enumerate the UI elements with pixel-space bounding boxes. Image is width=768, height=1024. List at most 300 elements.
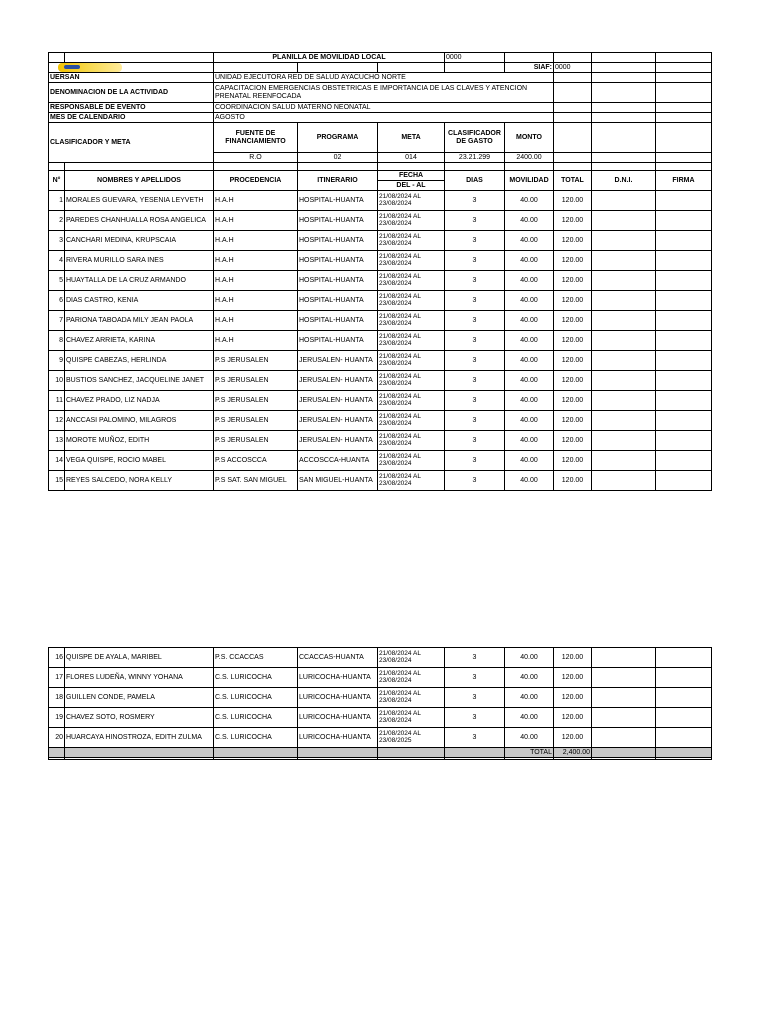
row-dias: 3 [445, 668, 505, 688]
row-dias: 3 [445, 648, 505, 668]
row-procedencia: C.S. LURICOCHA [214, 688, 298, 708]
row-nombre: QUISPE CABEZAS, HERLINDA [65, 351, 214, 371]
table-row [49, 351, 712, 371]
row-number: 3 [49, 231, 65, 251]
row-dni [592, 668, 656, 688]
row-number: 9 [49, 351, 65, 371]
col-total-header: TOTAL [554, 171, 592, 191]
row-procedencia: P.S JERUSALEN [214, 391, 298, 411]
row-total: 120.00 [554, 351, 592, 371]
row-fecha [378, 648, 445, 668]
participants-body-page2 [49, 648, 712, 748]
programa-value: 02 [298, 153, 378, 163]
row-total: 120.00 [554, 708, 592, 728]
table-row [49, 331, 712, 351]
row-firma [656, 371, 712, 391]
row-dias: 3 [445, 251, 505, 271]
row-total: 120.00 [554, 648, 592, 668]
row-itinerario: SAN MIGUEL-HUANTA [298, 471, 378, 491]
mes-label: MES DE CALENDARIO [49, 113, 214, 123]
row-itinerario: LURICOCHA-HUANTA [298, 708, 378, 728]
row-number: 1 [49, 191, 65, 211]
row-fecha-end: 23/08/2024 [379, 696, 412, 704]
responsable-value: COORDINACION SALUD MATERNO NEONATAL [214, 103, 554, 113]
row-movilidad: 40.00 [505, 471, 554, 491]
row-nombre: REYES SALCEDO, NORA KELLY [65, 471, 214, 491]
row-total: 120.00 [554, 451, 592, 471]
row-firma [656, 431, 712, 451]
row-dias: 3 [445, 331, 505, 351]
row-movilidad: 40.00 [505, 231, 554, 251]
row-procedencia: P.S JERUSALEN [214, 411, 298, 431]
row-firma [656, 191, 712, 211]
row-nombre: CHAVEZ ARRIETA, KARINA [65, 331, 214, 351]
clasificador-gasto-header: CLASIFICADOR DE GASTO [445, 123, 505, 153]
row-fecha-start: 21/08/2024 AL [379, 433, 421, 441]
row-fecha-start: 21/08/2024 AL [379, 670, 421, 677]
row-itinerario: JERUSALEN- HUANTA [298, 351, 378, 371]
row-total: 120.00 [554, 391, 592, 411]
row-fecha-end: 23/08/2024 [379, 419, 412, 427]
row-dni [592, 391, 656, 411]
row-procedencia: H.A.H [214, 191, 298, 211]
row-dni [592, 688, 656, 708]
row-movilidad: 40.00 [505, 311, 554, 331]
row-fecha [378, 191, 445, 211]
row-number: 13 [49, 431, 65, 451]
row-fecha [378, 371, 445, 391]
row-movilidad: 40.00 [505, 431, 554, 451]
row-movilidad: 40.00 [505, 411, 554, 431]
row-dni [592, 648, 656, 668]
row-firma [656, 291, 712, 311]
row-movilidad: 40.00 [505, 251, 554, 271]
row-dias: 3 [445, 231, 505, 251]
row-dias: 3 [445, 271, 505, 291]
row-movilidad: 40.00 [505, 708, 554, 728]
row-procedencia: P.S JERUSALEN [214, 431, 298, 451]
row-fecha-start: 21/08/2024 AL [379, 353, 421, 361]
row-total: 120.00 [554, 271, 592, 291]
row-number: 14 [49, 451, 65, 471]
table-row [49, 411, 712, 431]
row-firma [656, 648, 712, 668]
row-total: 120.00 [554, 291, 592, 311]
row-procedencia: P.S JERUSALEN [214, 351, 298, 371]
row-fecha-start: 21/08/2024 AL [379, 650, 421, 657]
row-fecha [378, 668, 445, 688]
row-movilidad: 40.00 [505, 211, 554, 231]
row-nombre: CHAVEZ SOTO, ROSMERY [65, 708, 214, 728]
row-fecha-end: 23/08/2025 [379, 736, 412, 744]
row-movilidad: 40.00 [505, 688, 554, 708]
row-itinerario: HOSPITAL-HUANTA [298, 271, 378, 291]
row-fecha [378, 431, 445, 451]
row-nombre: HUAYTALLA DE LA CRUZ ARMANDO [65, 271, 214, 291]
row-itinerario: HOSPITAL-HUANTA [298, 231, 378, 251]
row-firma [656, 708, 712, 728]
row-dias: 3 [445, 311, 505, 331]
row-movilidad: 40.00 [505, 371, 554, 391]
row-procedencia: H.A.H [214, 211, 298, 231]
title-row [49, 53, 712, 63]
row-fecha [378, 471, 445, 491]
actividad-value: CAPACITACION EMERGENCIAS OBSTETRICAS E IMPORTANCIA DE LAS CLAVES Y ATENCION PRENATAL REENFOCADA [214, 83, 554, 103]
row-procedencia: H.A.H [214, 251, 298, 271]
col-dni-header: D.N.I. [592, 171, 656, 191]
row-firma [656, 311, 712, 331]
meta-value: 014 [378, 153, 445, 163]
row-itinerario: HOSPITAL-HUANTA [298, 211, 378, 231]
row-movilidad: 40.00 [505, 291, 554, 311]
col-nombres-header: NOMBRES Y APELLIDOS [65, 171, 214, 191]
row-dias: 3 [445, 351, 505, 371]
row-nombre: ANCCASI PALOMINO, MILAGROS [65, 411, 214, 431]
column-header-row-1 [49, 171, 712, 181]
monto-header: MONTO [505, 123, 554, 153]
row-fecha-start: 21/08/2024 AL [379, 730, 421, 737]
row-fecha-start: 21/08/2024 AL [379, 293, 421, 301]
row-movilidad: 40.00 [505, 668, 554, 688]
row-movilidad: 40.00 [505, 451, 554, 471]
sheet-title: PLANILLA DE MOVILIDAD LOCAL [214, 53, 445, 63]
row-total: 120.00 [554, 431, 592, 451]
row-dni [592, 708, 656, 728]
uersan-row [49, 73, 712, 83]
row-itinerario: LURICOCHA-HUANTA [298, 728, 378, 748]
row-itinerario: LURICOCHA-HUANTA [298, 688, 378, 708]
table-row [49, 371, 712, 391]
responsable-row [49, 103, 712, 113]
row-itinerario: JERUSALEN- HUANTA [298, 431, 378, 451]
row-fecha [378, 231, 445, 251]
row-procedencia: P.S JERUSALEN [214, 371, 298, 391]
siaf-value: 0000 [554, 63, 592, 73]
row-movilidad: 40.00 [505, 648, 554, 668]
row-fecha-end: 23/08/2024 [379, 299, 412, 307]
row-fecha-end: 23/08/2024 [379, 399, 412, 407]
row-fecha [378, 211, 445, 231]
row-nombre: BUSTIOS SANCHEZ, JACQUELINE JANET [65, 371, 214, 391]
row-itinerario: JERUSALEN- HUANTA [298, 411, 378, 431]
row-fecha [378, 251, 445, 271]
row-procedencia: H.A.H [214, 311, 298, 331]
col-fecha-header: FECHA [378, 171, 445, 181]
row-fecha-end: 23/08/2024 [379, 319, 412, 327]
row-procedencia: C.S. LURICOCHA [214, 708, 298, 728]
col-dias-header: DIAS [445, 171, 505, 191]
row-dni [592, 291, 656, 311]
row-firma [656, 391, 712, 411]
logo-cell [49, 63, 214, 73]
row-fecha-end: 23/08/2024 [379, 656, 412, 664]
row-number: 8 [49, 331, 65, 351]
table-row [49, 668, 712, 688]
row-fecha-start: 21/08/2024 AL [379, 473, 421, 481]
participants-body-page1 [49, 191, 712, 491]
row-movilidad: 40.00 [505, 331, 554, 351]
row-itinerario: LURICOCHA-HUANTA [298, 668, 378, 688]
row-total: 120.00 [554, 251, 592, 271]
row-fecha-start: 21/08/2024 AL [379, 333, 421, 341]
fuente-header: FUENTE DE FINANCIAMIENTO [214, 123, 298, 153]
row-number: 18 [49, 688, 65, 708]
row-number: 16 [49, 648, 65, 668]
row-number: 5 [49, 271, 65, 291]
row-dni [592, 451, 656, 471]
row-procedencia: H.A.H [214, 231, 298, 251]
row-nombre: MOROTE MUÑOZ, EDITH [65, 431, 214, 451]
row-dias: 3 [445, 291, 505, 311]
siaf-label: SIAF: [505, 63, 554, 73]
row-fecha [378, 411, 445, 431]
row-fecha-end: 23/08/2024 [379, 259, 412, 267]
row-dias: 3 [445, 391, 505, 411]
sheet-code: 0000 [445, 53, 505, 63]
row-dias: 3 [445, 211, 505, 231]
row-movilidad: 40.00 [505, 271, 554, 291]
row-fecha [378, 311, 445, 331]
row-number: 17 [49, 668, 65, 688]
row-number: 4 [49, 251, 65, 271]
col-num-header: N° [49, 171, 65, 191]
actividad-label: DENOMINACION DE LA ACTIVIDAD [49, 83, 214, 103]
row-firma [656, 211, 712, 231]
table-row [49, 688, 712, 708]
row-procedencia: H.A.H [214, 271, 298, 291]
row-procedencia: H.A.H [214, 331, 298, 351]
row-fecha-end: 23/08/2024 [379, 379, 412, 387]
clasificador-label: CLASIFICADOR Y META [49, 123, 214, 163]
table-row [49, 708, 712, 728]
row-total: 120.00 [554, 371, 592, 391]
row-total: 120.00 [554, 668, 592, 688]
row-total: 120.00 [554, 211, 592, 231]
row-dias: 3 [445, 728, 505, 748]
row-fecha-start: 21/08/2024 AL [379, 690, 421, 697]
row-total: 120.00 [554, 331, 592, 351]
table-row [49, 231, 712, 251]
row-nombre: PAREDES CHANHUALLA ROSA ANGELICA [65, 211, 214, 231]
row-number: 7 [49, 311, 65, 331]
table-row [49, 451, 712, 471]
grand-total-label: TOTAL [505, 748, 554, 758]
row-fecha [378, 271, 445, 291]
row-fecha-start: 21/08/2024 AL [379, 710, 421, 717]
row-dias: 3 [445, 411, 505, 431]
logo-row [49, 63, 712, 73]
row-fecha-end: 23/08/2024 [379, 716, 412, 724]
row-movilidad: 40.00 [505, 191, 554, 211]
row-movilidad: 40.00 [505, 391, 554, 411]
row-fecha-start: 21/08/2024 AL [379, 373, 421, 381]
col-fecha-subheader: DEL - AL [378, 181, 445, 191]
row-fecha-start: 21/08/2024 AL [379, 413, 421, 421]
row-nombre: FLORES LUDEÑA, WINNY YOHANA [65, 668, 214, 688]
row-firma [656, 451, 712, 471]
row-fecha-start: 21/08/2024 AL [379, 213, 421, 221]
row-firma [656, 331, 712, 351]
row-total: 120.00 [554, 191, 592, 211]
row-total: 120.00 [554, 231, 592, 251]
row-movilidad: 40.00 [505, 351, 554, 371]
row-nombre: CHAVEZ PRADO, LIZ NADJA [65, 391, 214, 411]
row-total: 120.00 [554, 471, 592, 491]
total-row [49, 748, 712, 758]
row-number: 19 [49, 708, 65, 728]
row-fecha-start: 21/08/2024 AL [379, 453, 421, 461]
row-procedencia: C.S. LURICOCHA [214, 728, 298, 748]
fuente-value: R.O [214, 153, 298, 163]
row-nombre: HUARCAYA HINOSTROZA, EDITH ZULMA [65, 728, 214, 748]
row-fecha [378, 728, 445, 748]
row-dni [592, 271, 656, 291]
monto-value: 2400.00 [505, 153, 554, 163]
row-dni [592, 351, 656, 371]
row-dias: 3 [445, 471, 505, 491]
table-row [49, 648, 712, 668]
row-nombre: PARIONA TABOADA MILY JEAN PAOLA [65, 311, 214, 331]
row-firma [656, 251, 712, 271]
row-firma [656, 688, 712, 708]
table-row [49, 431, 712, 451]
row-number: 6 [49, 291, 65, 311]
row-firma [656, 231, 712, 251]
row-fecha-start: 21/08/2024 AL [379, 253, 421, 261]
col-movilidad-header: MOVILIDAD [505, 171, 554, 191]
row-fecha-end: 23/08/2024 [379, 239, 412, 247]
row-fecha-end: 23/08/2024 [379, 676, 412, 684]
row-number: 15 [49, 471, 65, 491]
col-procedencia-header: PROCEDENCIA [214, 171, 298, 191]
row-dni [592, 728, 656, 748]
row-firma [656, 271, 712, 291]
mes-value: AGOSTO [214, 113, 554, 123]
row-fecha-end: 23/08/2024 [379, 459, 412, 467]
row-nombre: QUISPE DE AYALA, MARIBEL [65, 648, 214, 668]
row-total: 120.00 [554, 688, 592, 708]
row-dni [592, 331, 656, 351]
row-fecha-start: 21/08/2024 AL [379, 193, 421, 201]
row-itinerario: HOSPITAL-HUANTA [298, 311, 378, 331]
row-fecha-end: 23/08/2024 [379, 479, 412, 487]
row-number: 2 [49, 211, 65, 231]
row-fecha-start: 21/08/2024 AL [379, 273, 421, 281]
col-firma-header: FIRMA [656, 171, 712, 191]
row-itinerario: ACCOSCCA-HUANTA [298, 451, 378, 471]
row-procedencia: P.S SAT. SAN MIGUEL [214, 471, 298, 491]
row-fecha-end: 23/08/2024 [379, 199, 412, 207]
row-fecha [378, 708, 445, 728]
row-dias: 3 [445, 191, 505, 211]
row-dni [592, 411, 656, 431]
row-fecha-start: 21/08/2024 AL [379, 233, 421, 241]
table-row [49, 311, 712, 331]
row-dias: 3 [445, 708, 505, 728]
row-dni [592, 471, 656, 491]
row-fecha-end: 23/08/2024 [379, 439, 412, 447]
row-dias: 3 [445, 688, 505, 708]
row-total: 120.00 [554, 411, 592, 431]
movilidad-sheet-page2 [48, 647, 712, 760]
row-dni [592, 371, 656, 391]
row-nombre: CANCHARI MEDINA, KRUPSCAIA [65, 231, 214, 251]
row-firma [656, 471, 712, 491]
row-itinerario: JERUSALEN- HUANTA [298, 371, 378, 391]
bottom-rule-row [49, 758, 712, 760]
row-fecha-start: 21/08/2024 AL [379, 393, 421, 401]
row-dni [592, 211, 656, 231]
row-procedencia: P.S ACCOSCCA [214, 451, 298, 471]
actividad-row [49, 83, 712, 103]
table-row [49, 271, 712, 291]
row-nombre: GUILLEN CONDE, PAMELA [65, 688, 214, 708]
row-dni [592, 231, 656, 251]
row-fecha [378, 688, 445, 708]
table-row [49, 251, 712, 271]
row-fecha-end: 23/08/2024 [379, 279, 412, 287]
budget-header-row [49, 123, 712, 153]
row-itinerario: HOSPITAL-HUANTA [298, 291, 378, 311]
row-itinerario: JERUSALEN- HUANTA [298, 391, 378, 411]
mes-row [49, 113, 712, 123]
row-itinerario: HOSPITAL-HUANTA [298, 191, 378, 211]
row-total: 120.00 [554, 728, 592, 748]
row-movilidad: 40.00 [505, 728, 554, 748]
row-dias: 3 [445, 431, 505, 451]
row-procedencia: P.S. CCACCAS [214, 648, 298, 668]
table-row [49, 291, 712, 311]
row-fecha-end: 23/08/2024 [379, 219, 412, 227]
row-firma [656, 351, 712, 371]
row-nombre: MORALES GUEVARA, YESENIA LEYVETH [65, 191, 214, 211]
responsable-label: RESPONSABLE DE EVENTO [49, 103, 214, 113]
row-itinerario: CCACCAS-HUANTA [298, 648, 378, 668]
row-procedencia: H.A.H [214, 291, 298, 311]
table-row [49, 191, 712, 211]
row-firma [656, 668, 712, 688]
programa-header: PROGRAMA [298, 123, 378, 153]
row-number: 10 [49, 371, 65, 391]
movilidad-sheet-page1 [48, 52, 712, 491]
row-dias: 3 [445, 451, 505, 471]
row-number: 20 [49, 728, 65, 748]
uersan-label: UERSAN [49, 73, 214, 83]
row-dni [592, 431, 656, 451]
institution-logo [58, 63, 122, 72]
spacer-row [49, 163, 712, 171]
row-fecha [378, 291, 445, 311]
row-firma [656, 728, 712, 748]
meta-header: META [378, 123, 445, 153]
table-row [49, 728, 712, 748]
table-row [49, 471, 712, 491]
row-number: 11 [49, 391, 65, 411]
grand-total-value: 2,400.00 [554, 748, 592, 758]
row-nombre: DIAS CASTRO, KENIA [65, 291, 214, 311]
row-fecha-start: 21/08/2024 AL [379, 313, 421, 321]
row-fecha-end: 23/08/2024 [379, 339, 412, 347]
col-itinerario-header: ITINERARIO [298, 171, 378, 191]
row-fecha [378, 351, 445, 371]
row-dni [592, 311, 656, 331]
row-procedencia: C.S. LURICOCHA [214, 668, 298, 688]
row-total: 120.00 [554, 311, 592, 331]
row-fecha [378, 451, 445, 471]
row-dni [592, 251, 656, 271]
row-itinerario: HOSPITAL-HUANTA [298, 251, 378, 271]
row-nombre: RIVERA MURILLO SARA INES [65, 251, 214, 271]
